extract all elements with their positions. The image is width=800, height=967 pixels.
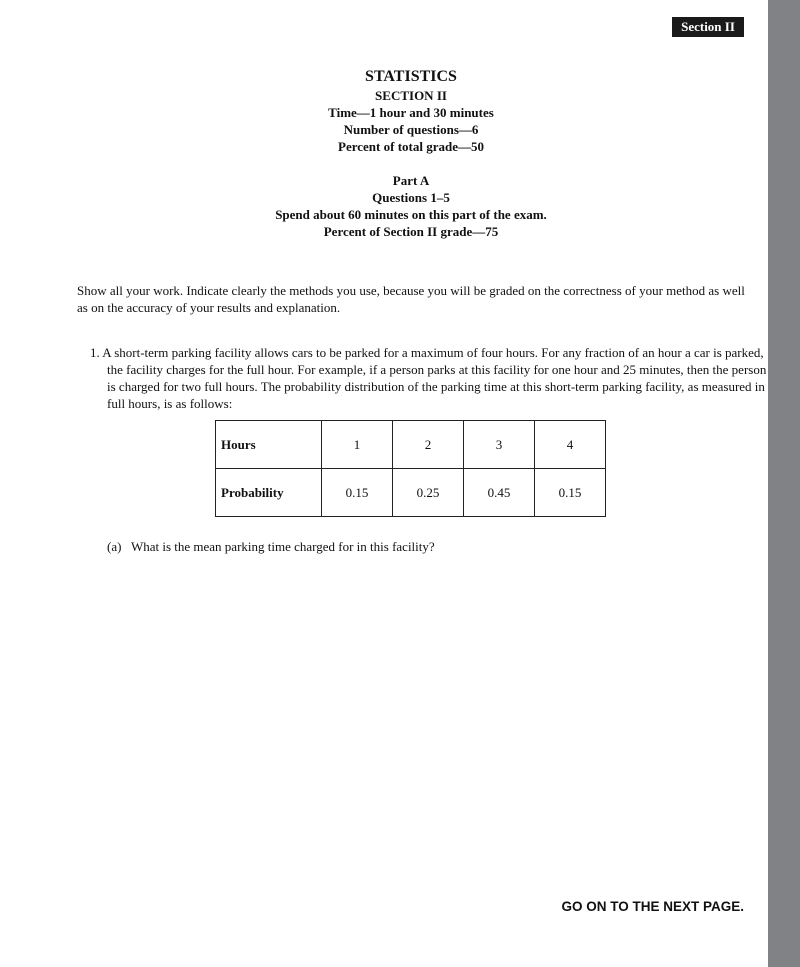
section-label: SECTION II xyxy=(375,88,447,103)
part-title: Part A xyxy=(392,173,430,188)
part-time: Spend about 60 minutes on this part of the exam. xyxy=(275,207,547,222)
instructions: Show all your work. Indicate clearly the methods you use, because you will be graded on the correctness of your method as well as on the accuracy of your results and explanation. xyxy=(77,283,745,315)
question-1-text: 1. A short-term parking facility allows cars to be parked for a maximum of four hours. For any fraction of an hour a car is parked, the facility charges for the full hour. For example, if a person parks at this facility for one hour and 25 minutes, then the person is charged for two full hours. The probability distribution of the parking time at this short-term parking facility, as measured in full hours, is as follows: xyxy=(90,345,767,411)
table-cell: 0.15 xyxy=(535,469,606,517)
table-cell: 1 xyxy=(322,421,393,469)
table-row xyxy=(216,421,606,469)
table-cell: 4 xyxy=(535,421,606,469)
part-percent: Percent of Section II grade—75 xyxy=(323,224,499,239)
probability-table xyxy=(215,420,606,517)
table-cell: 3 xyxy=(464,421,535,469)
table-cell: 0.25 xyxy=(393,469,464,517)
table-cell: 2 xyxy=(393,421,464,469)
table-cell: 0.15 xyxy=(322,469,393,517)
table-row xyxy=(216,469,606,517)
table-cell: 0.45 xyxy=(464,469,535,517)
questions-label: Number of questions—6 xyxy=(343,122,479,137)
time-label: Time—1 hour and 30 minutes xyxy=(328,105,494,120)
part-questions: Questions 1–5 xyxy=(372,190,450,205)
percent-label: Percent of total grade—50 xyxy=(338,139,484,154)
exam-title: STATISTICS xyxy=(365,68,457,85)
next-page-footer: GO ON TO THE NEXT PAGE. xyxy=(561,899,744,914)
section-badge: Section II xyxy=(672,17,744,37)
table-cell: Hours xyxy=(216,421,322,469)
question-1a: (a) What is the mean parking time charged for in this facility? xyxy=(107,539,435,554)
table-cell: Probability xyxy=(216,469,322,517)
